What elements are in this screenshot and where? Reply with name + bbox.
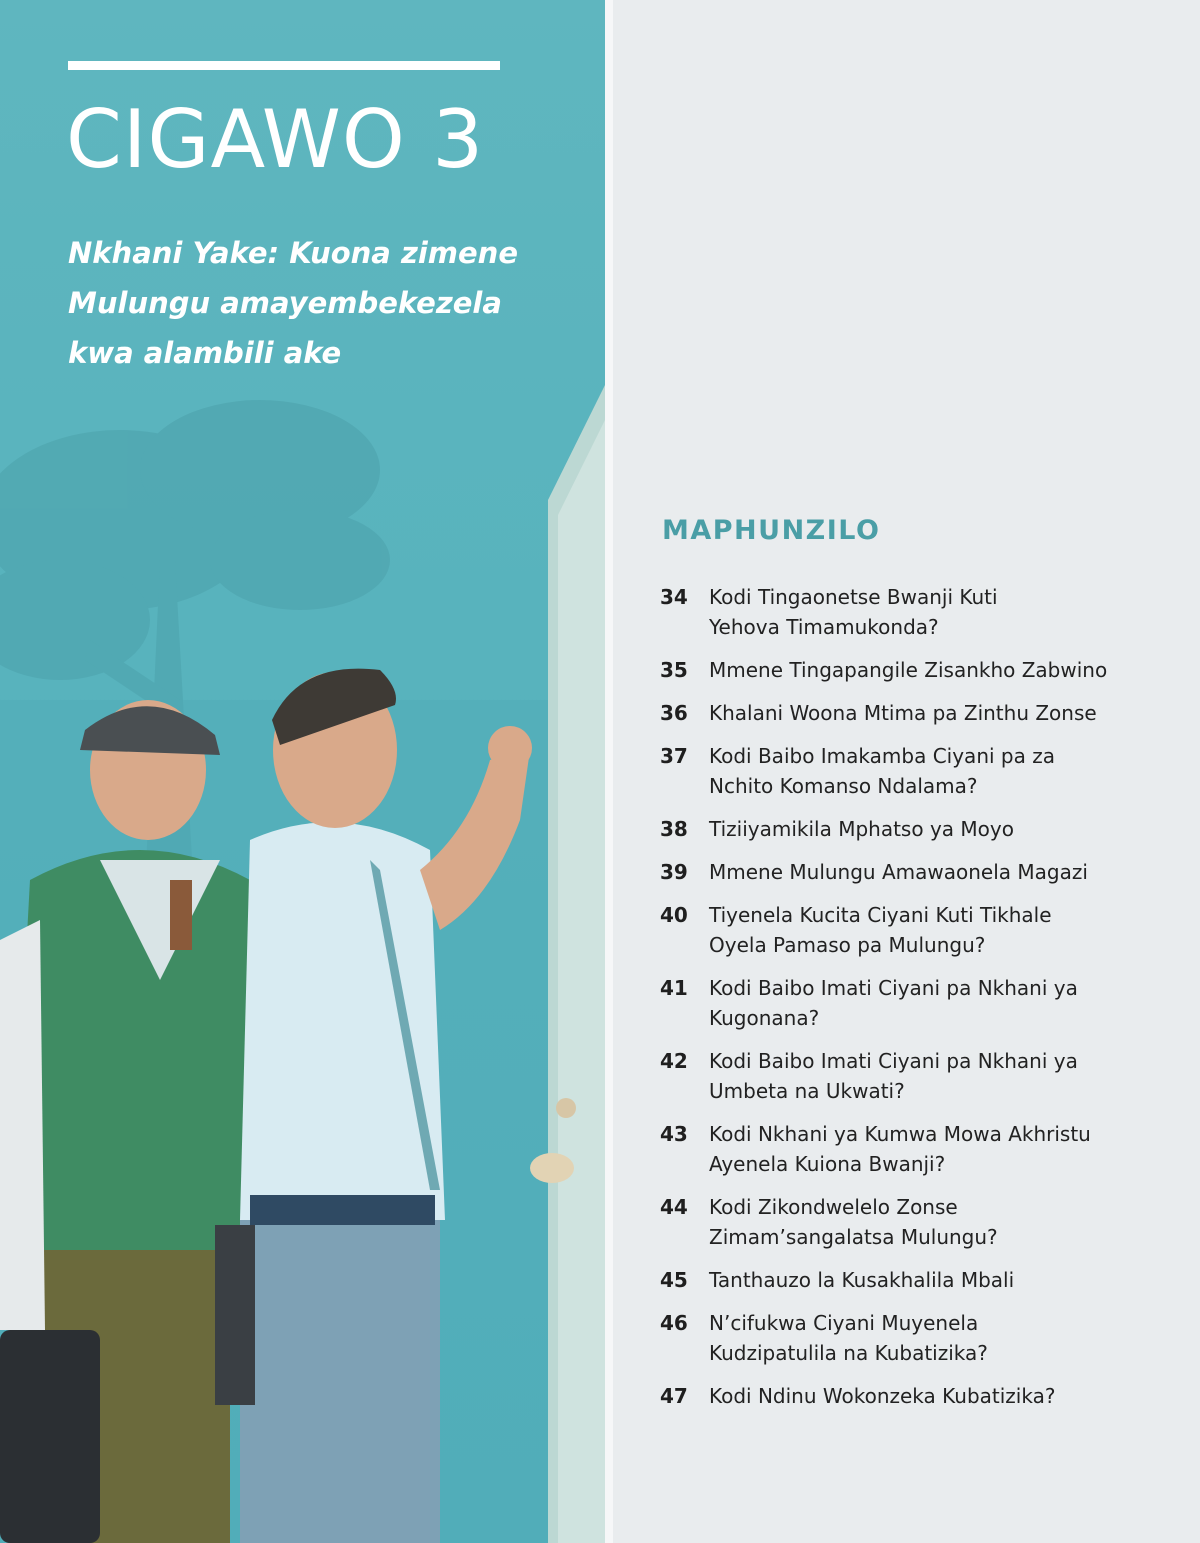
lesson-title: Khalani Woona Mtima pa Zinthu Zonse <box>709 701 1097 725</box>
toc-heading: MAPHUNZILO <box>662 515 881 546</box>
toc-item[interactable] <box>660 1308 1180 1368</box>
lesson-title: N’cifukwa Ciyani Muyenela Kudzipatulila na Kubatizika? <box>709 1311 988 1365</box>
briefcase-icon <box>0 1330 100 1543</box>
toc-item[interactable] <box>660 1119 1180 1179</box>
lesson-number: 34 <box>660 585 688 609</box>
toc-item[interactable] <box>660 582 1180 642</box>
lesson-title: Tanthauzo la Kusakhalila Mbali <box>709 1268 1015 1292</box>
toc-item[interactable] <box>660 655 1180 685</box>
part-title: CIGAWO 3 <box>66 93 485 186</box>
lesson-number: 35 <box>660 658 688 682</box>
toc-item[interactable] <box>660 973 1180 1033</box>
lesson-title: Tiyenela Kucita Ciyani Kuti Tikhale Oyela Pamaso pa Mulungu? <box>709 903 1052 957</box>
lesson-number: 43 <box>660 1122 688 1146</box>
lesson-title: Mmene Tingapangile Zisankho Zabwino <box>709 658 1108 682</box>
lesson-number: 45 <box>660 1268 688 1292</box>
part-subtitle: Nkhani Yake: Kuona zimene Mulungu amayembekezela kwa alambili ake <box>68 236 518 370</box>
lesson-number: 41 <box>660 976 688 1000</box>
toc-item[interactable] <box>660 1381 1180 1411</box>
toc-item[interactable] <box>660 1265 1180 1295</box>
lesson-number: 40 <box>660 903 688 927</box>
toc-item[interactable] <box>660 857 1180 887</box>
door-lock-icon <box>556 1098 576 1118</box>
lesson-number: 36 <box>660 701 688 725</box>
lesson-number: 37 <box>660 744 688 768</box>
lesson-title: Kodi Ndinu Wokonzeka Kubatizika? <box>709 1384 1056 1408</box>
shoulder-bag-icon <box>215 1225 255 1405</box>
table-of-contents <box>660 582 1180 1424</box>
door-knob-icon <box>530 1153 574 1183</box>
lesson-number: 44 <box>660 1195 688 1219</box>
lesson-title: Kodi Tingaonetse Bwanji Kuti Yehova Timamukonda? <box>709 585 998 639</box>
page-divider <box>605 0 613 1543</box>
lesson-title: Kodi Zikondwelelo Zonse Zimam’sangalatsa Mulungu? <box>709 1195 998 1249</box>
toc-item[interactable] <box>660 1192 1180 1252</box>
lesson-title: Tiziiyamikila Mphatso ya Moyo <box>709 817 1014 841</box>
lesson-title: Kodi Baibo Imati Ciyani pa Nkhani ya Umbeta na Ukwati? <box>709 1049 1078 1103</box>
lesson-title: Kodi Baibo Imakamba Ciyani pa za Nchito Komanso Ndalama? <box>709 744 1055 798</box>
lesson-number: 46 <box>660 1311 688 1335</box>
lesson-number: 42 <box>660 1049 688 1073</box>
title-rule <box>68 61 500 70</box>
toc-item[interactable] <box>660 814 1180 844</box>
lesson-number: 39 <box>660 860 688 884</box>
toc-item[interactable] <box>660 1046 1180 1106</box>
toc-item[interactable] <box>660 741 1180 801</box>
lesson-number: 47 <box>660 1384 688 1408</box>
lesson-title: Kodi Nkhani ya Kumwa Mowa Akhristu Ayenela Kuiona Bwanji? <box>709 1122 1091 1176</box>
lesson-title: Mmene Mulungu Amawaonela Magazi <box>709 860 1088 884</box>
lesson-title: Kodi Baibo Imati Ciyani pa Nkhani ya Kugonana? <box>709 976 1078 1030</box>
toc-item[interactable] <box>660 900 1180 960</box>
lesson-number: 38 <box>660 817 688 841</box>
toc-item[interactable] <box>660 698 1180 728</box>
